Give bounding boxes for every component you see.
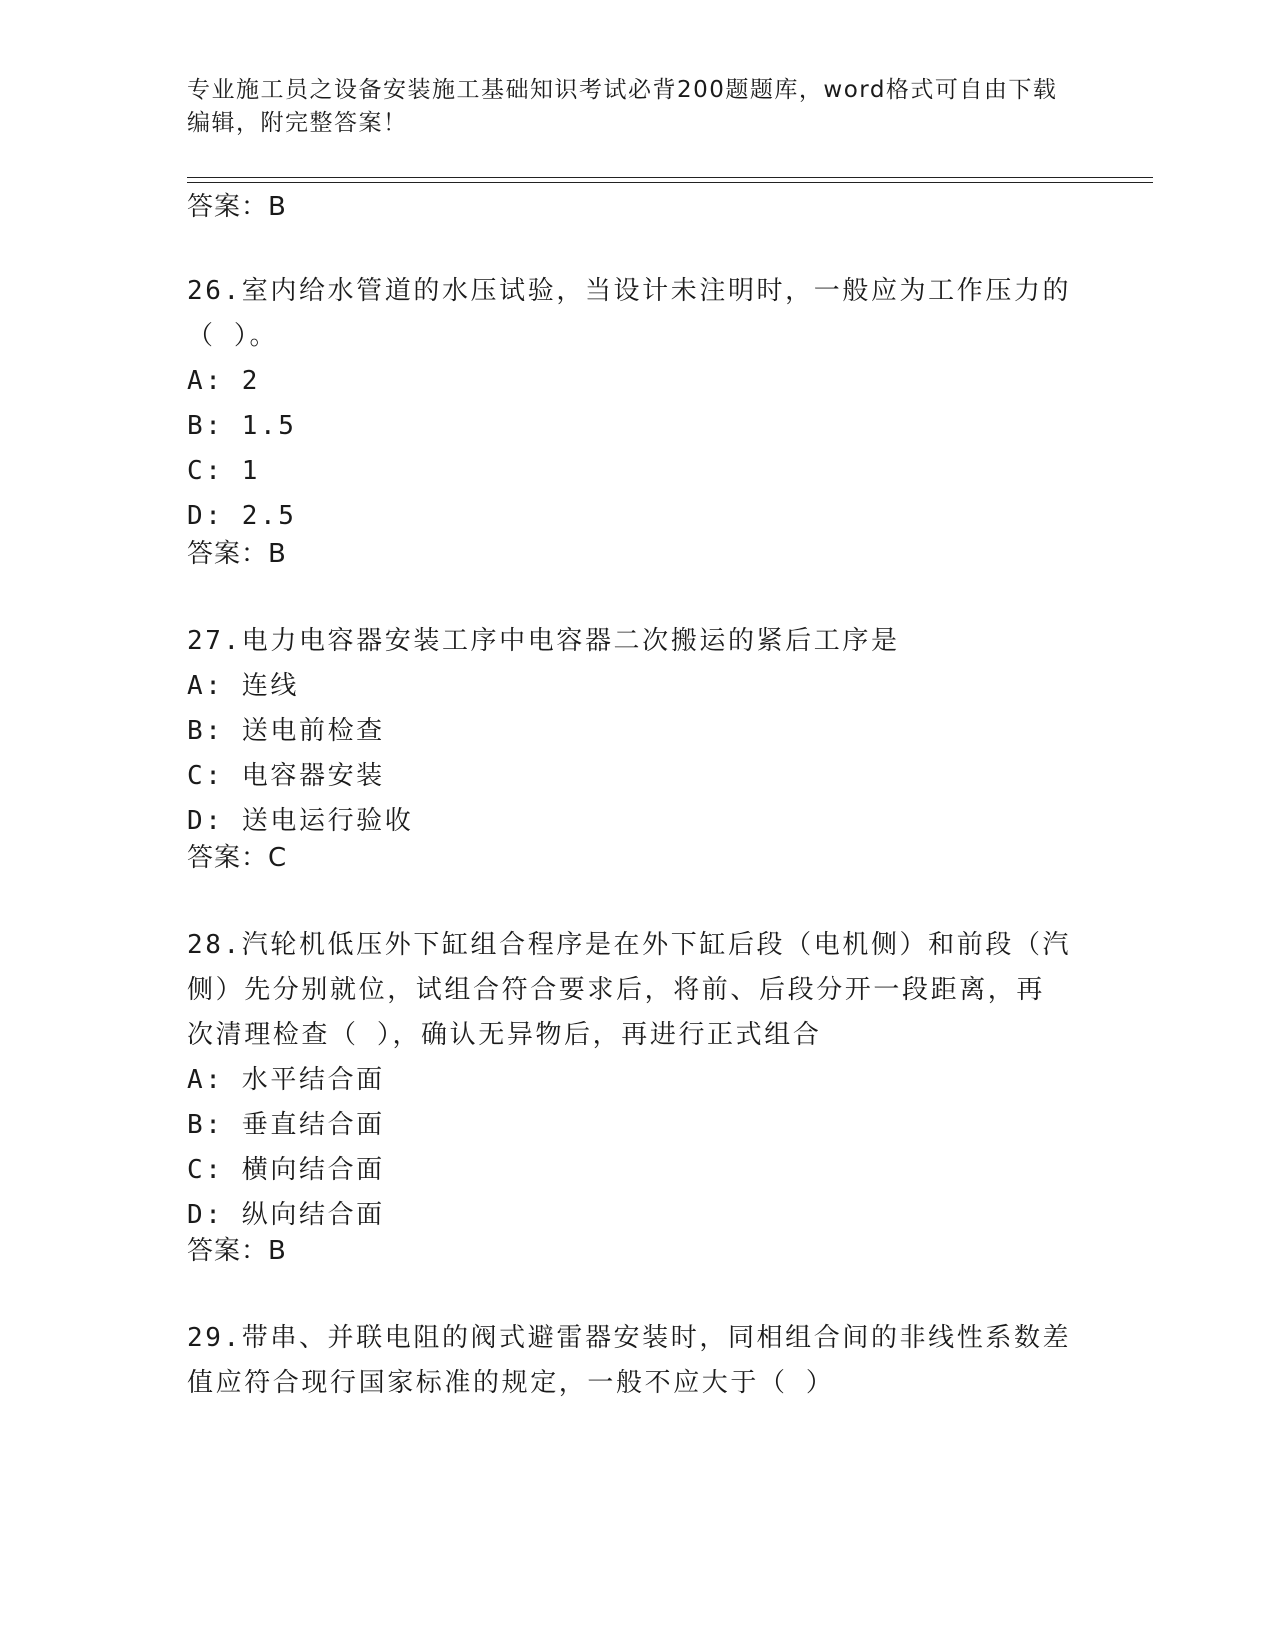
answer-value: B [268,539,287,569]
question-28 [187,923,1087,1238]
option-letter: A: [187,1065,224,1095]
question-text-line: （ ）。 [187,321,279,351]
question-text-line: 次清理检查（ ），确认无异物后，再进行正式组合 [187,1020,822,1050]
header-divider-top [187,177,1153,178]
question-29 [187,1316,1087,1406]
question-27 [187,619,1087,844]
option-letter: B: [187,716,224,746]
option-c [187,449,1087,494]
question-26 [187,269,1087,539]
option-letter: C: [187,456,224,486]
answer-value: C [268,843,288,873]
option-letter: D: [187,501,224,531]
option-text: 2 [241,366,261,396]
option-letter: D: [187,1200,224,1230]
question-text-line: 28.汽轮机低压外下缸组合程序是在外下缸后段（电机侧）和前段（汽 [187,930,1072,960]
answer-value: B [268,1236,287,1266]
answer-28 [187,1231,287,1271]
option-b [187,404,1087,449]
option-text: 送电前检查 [241,716,385,746]
option-c [187,754,1087,799]
option-text: 1 [241,456,261,486]
option-text: 连线 [241,671,299,701]
option-text: 送电运行验收 [241,806,414,836]
option-text: 电容器安装 [241,761,385,791]
question-text-line: 26.室内给水管道的水压试验，当设计未注明时，一般应为工作压力的 [187,276,1072,306]
option-letter: B: [187,1110,224,1140]
header-divider-bottom [187,182,1153,183]
option-letter: A: [187,366,224,396]
header-line-1: 专业施工员之设备安装施工基础知识考试必背200题题库，word格式可自由下载 [187,77,1058,103]
option-text: 纵向结合面 [241,1200,385,1230]
answer-27 [187,838,287,878]
header-line-2: 编辑，附完整答案！ [187,110,408,136]
option-c [187,1148,1087,1193]
option-text: 水平结合面 [241,1065,385,1095]
option-letter: C: [187,1155,224,1185]
answer-value: B [268,192,287,222]
option-a [187,359,1087,404]
option-b [187,1103,1087,1148]
option-a [187,1058,1087,1103]
option-letter: B: [187,411,224,441]
answer-label: 答案： [187,1236,269,1266]
question-text-line: 29.带串、并联电阻的阀式避雷器安装时，同相组合间的非线性系数差 [187,1323,1072,1353]
option-d [187,1193,1087,1238]
option-a [187,664,1087,709]
answer-label: 答案： [187,843,269,873]
option-text: 垂直结合面 [241,1110,385,1140]
answer-25 [187,187,287,227]
answer-26 [187,534,287,574]
option-text: 1.5 [241,411,297,441]
option-text: 横向结合面 [241,1155,385,1185]
question-text-line: 27.电力电容器安装工序中电容器二次搬运的紧后工序是 [187,626,900,656]
option-d [187,799,1087,844]
option-letter: D: [187,806,224,836]
document-header [187,74,1067,140]
question-text-line: 值应符合现行国家标准的规定，一般不应大于（ ） [187,1368,835,1398]
option-text: 2.5 [241,501,297,531]
question-text-line: 侧）先分别就位，试组合符合要求后，将前、后段分开一段距离，再 [187,975,1046,1005]
answer-label: 答案： [187,192,269,222]
option-letter: A: [187,671,224,701]
option-letter: C: [187,761,224,791]
option-d [187,494,1087,539]
option-b [187,709,1087,754]
answer-label: 答案： [187,539,269,569]
